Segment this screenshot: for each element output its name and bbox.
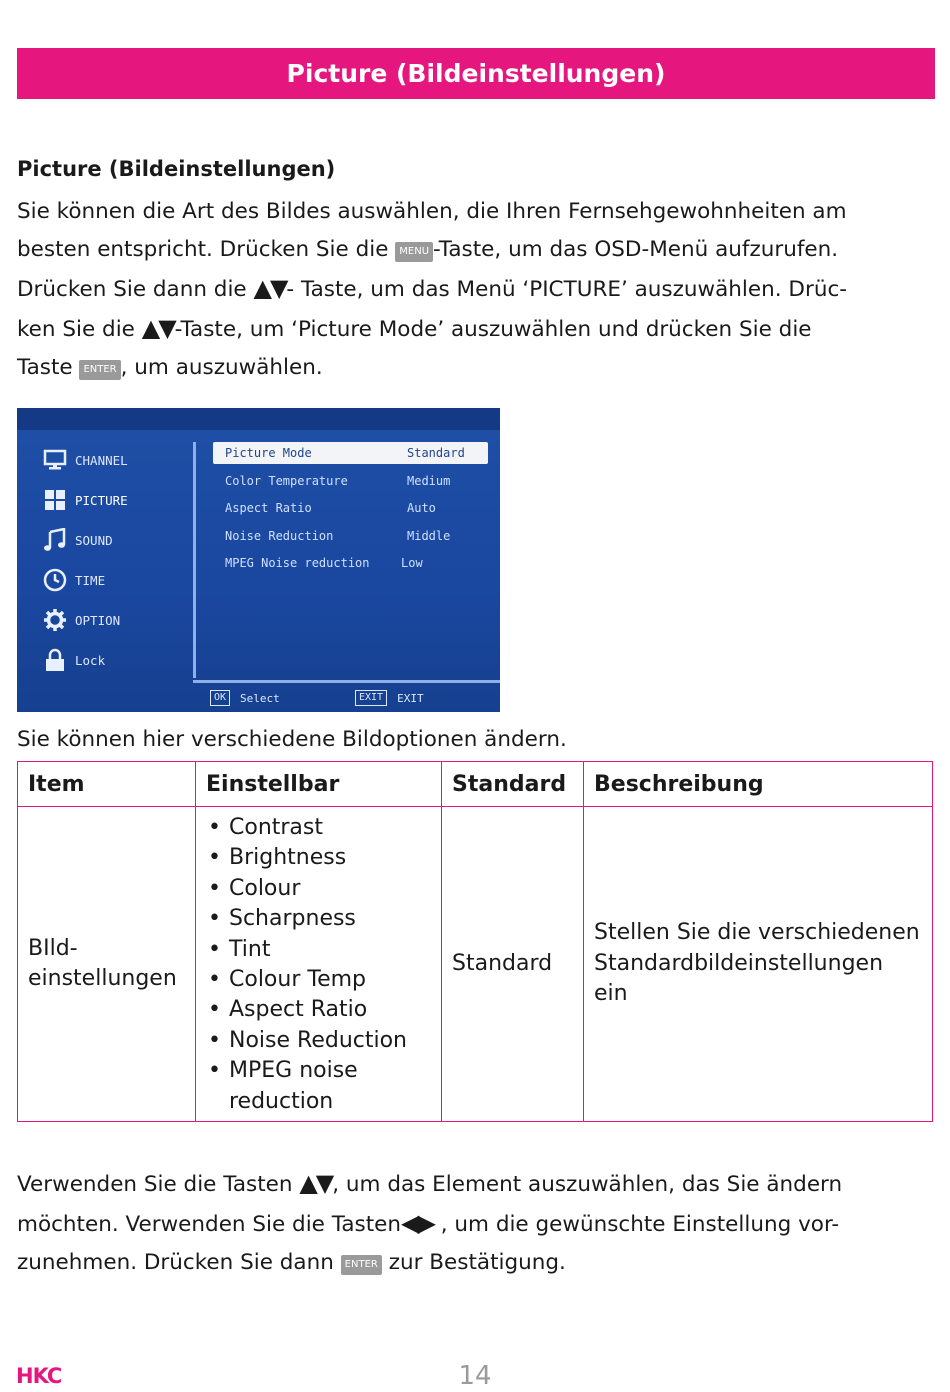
osd-category-option: [43, 606, 120, 634]
intro-text: -Taste, um ‘Picture Mode’ auszuwählen und drücken Sie die: [174, 317, 812, 342]
osd-menu-screenshot: [17, 408, 500, 712]
options-cell: [196, 807, 442, 1122]
closing-text: zunehmen. Drücken Sie dann: [17, 1250, 341, 1275]
list-item: • Brightness: [206, 843, 431, 873]
exit-key-icon: EXIT: [355, 690, 387, 706]
gear-icon: [43, 608, 67, 632]
osd-bottom-line: [193, 680, 500, 683]
osd-category-lock: [43, 646, 105, 674]
closing-text: , um das Element auszuwählen, das Sie ändern: [332, 1172, 843, 1197]
osd-hint-exit: [355, 690, 424, 706]
standard-cell: Standard: [442, 807, 584, 1122]
list-item: • Colour Temp: [206, 965, 431, 995]
osd-category-label: OPTION: [75, 612, 121, 628]
item-text: einstellungen: [28, 966, 177, 992]
table-row: [18, 807, 933, 1122]
ok-key-icon: OK: [210, 690, 230, 706]
up-down-arrow-icon: ▲▼: [253, 274, 287, 302]
osd-row-name: MPEG Noise reduction: [225, 556, 370, 570]
menu-key-icon: MENU: [395, 242, 433, 262]
left-right-arrow-icon: ◀▶: [400, 1209, 434, 1237]
osd-hint-select: [210, 690, 280, 706]
osd-row-name: Aspect Ratio: [225, 501, 312, 515]
osd-row-value: Auto: [407, 501, 436, 515]
osd-row-picture-mode: [213, 442, 488, 464]
list-item: • Contrast: [206, 813, 431, 843]
osd-category-label: PICTURE: [75, 492, 128, 508]
table-header: Einstellbar: [196, 762, 442, 807]
osd-row-mpeg-noise-reduction: [213, 552, 488, 574]
list-item: • MPEG noise reduction: [206, 1056, 431, 1117]
table-header: Item: [18, 762, 196, 807]
list-item: • Aspect Ratio: [206, 995, 431, 1025]
closing-text: , um die gewünschte Einstellung vor-: [433, 1212, 840, 1237]
osd-category-channel: [43, 446, 128, 474]
osd-category-label: CHANNEL: [75, 452, 128, 468]
list-item: • Scharpness: [206, 904, 431, 934]
clock-icon: [43, 568, 67, 592]
osd-row-noise-reduction: [213, 525, 488, 547]
intro-text: -Taste, um das OSD-Menü aufzurufen.: [433, 237, 839, 262]
osd-hint-label: Select: [240, 691, 280, 705]
table-header: Standard: [442, 762, 584, 807]
list-item: • Colour: [206, 874, 431, 904]
intro-text: Drücken Sie dann die: [17, 277, 254, 302]
intro-text: Taste: [17, 355, 80, 380]
lock-icon: [43, 648, 67, 672]
osd-row-color-temperature: [213, 470, 488, 492]
intro-text: , um auszuwählen.: [120, 355, 323, 380]
intro-text: ken Sie die: [17, 317, 142, 342]
osd-row-value: Medium: [407, 474, 451, 488]
section-banner: Picture (Bildeinstellungen): [17, 48, 935, 99]
intro-text: besten entspricht. Drücken Sie die: [17, 237, 396, 262]
osd-row-name: Color Temperature: [225, 474, 348, 488]
osd-top-bar: [17, 408, 500, 430]
osd-category-picture: [43, 486, 128, 514]
table-header-row: [18, 762, 933, 807]
osd-row-name: Picture Mode: [225, 446, 312, 460]
osd-row-value: Standard: [407, 446, 465, 460]
list-item: • Noise Reduction: [206, 1026, 431, 1056]
up-down-arrow-icon: ▲▼: [299, 1169, 333, 1197]
item-text: BIld-: [28, 935, 78, 961]
osd-row-name: Noise Reduction: [225, 529, 334, 543]
osd-category-label: Lock: [75, 652, 106, 668]
page-number: 14: [458, 1361, 492, 1391]
closing-text: zur Bestätigung.: [381, 1250, 566, 1275]
osd-row-aspect-ratio: [213, 497, 488, 519]
table-header: Beschreibung: [584, 762, 933, 807]
grid-icon: [43, 488, 67, 512]
osd-category-time: [43, 566, 105, 594]
closing-paragraph: [17, 1164, 932, 1282]
osd-category-label: SOUND: [75, 532, 113, 548]
monitor-icon: [43, 448, 67, 472]
description-cell: Stellen Sie die verschiedenen Standardbildeinstellungen ein: [584, 807, 933, 1122]
closing-text: möchten. Verwenden Sie die Tasten: [17, 1212, 401, 1237]
osd-row-value: Middle: [407, 529, 451, 543]
up-down-arrow-icon: ▲▼: [141, 314, 175, 342]
list-item: • Tint: [206, 935, 431, 965]
osd-divider: [193, 442, 196, 678]
enter-key-icon: ENTER: [79, 360, 120, 380]
intro-paragraph: [17, 193, 932, 387]
closing-text: Verwenden Sie die Tasten: [17, 1172, 300, 1197]
settings-table: [17, 761, 933, 1122]
osd-category-label: TIME: [75, 572, 106, 588]
intro-text: Sie können die Art des Bildes auswählen, die Ihren Fernsehgewohnheiten am: [17, 199, 847, 224]
intro-text: - Taste, um das Menü ‘PICTURE’ auszuwählen. Drüc-: [286, 277, 848, 302]
music-note-icon: [43, 528, 67, 552]
item-cell: [18, 807, 196, 1122]
osd-hint-label: EXIT: [397, 691, 424, 705]
section-heading: Picture (Bildeinstellungen): [17, 157, 336, 181]
brand-logo: HKC: [16, 1364, 62, 1388]
osd-row-value: Low: [401, 556, 423, 570]
enter-key-icon: ENTER: [341, 1255, 382, 1275]
table-intro: Sie können hier verschiedene Bildoptionen ändern.: [17, 727, 567, 752]
osd-category-sound: [43, 526, 113, 554]
options-list: [206, 813, 431, 1117]
